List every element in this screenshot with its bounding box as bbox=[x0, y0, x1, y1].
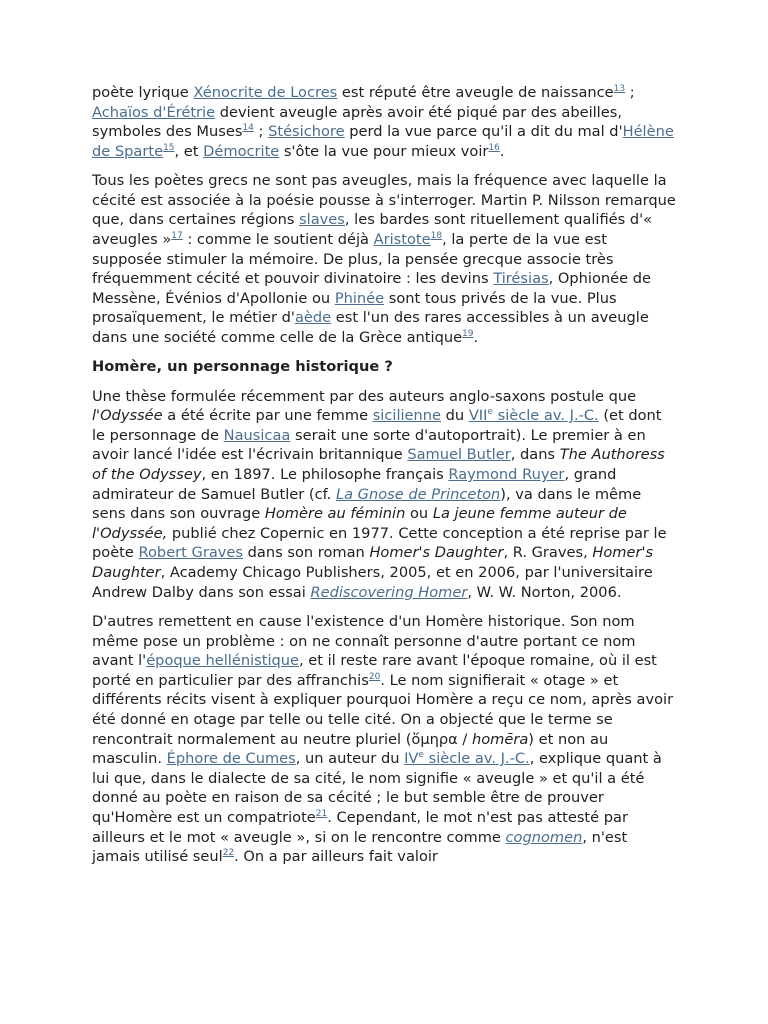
italic-title: La jeune femme auteur de l'Odyssée, bbox=[92, 505, 627, 542]
text: (et dont le personnage de bbox=[92, 407, 662, 444]
text: , R. Graves, bbox=[503, 544, 593, 562]
footnote-15[interactable] bbox=[163, 143, 174, 153]
footnote-link-14[interactable]: 14 bbox=[242, 123, 254, 134]
text: , Academy Chicago Publishers, 2005, et en 2006, par l'universitaire Andrew Dalby dans son essai bbox=[92, 564, 653, 601]
link-text: siècle av. J.-C. bbox=[423, 750, 530, 768]
italic-title: The Authoress of the Odyssey bbox=[92, 446, 665, 484]
article-body bbox=[92, 83, 678, 877]
link-nausicaa[interactable]: Nausicaa bbox=[223, 426, 291, 444]
text: , grand admirateur de Samuel Butler (cf. bbox=[92, 466, 617, 503]
text: , n'est jamais utilisé seul bbox=[92, 828, 628, 866]
footnote-link-22[interactable]: 22 bbox=[222, 848, 235, 859]
text: ; bbox=[253, 123, 269, 141]
text: s'ôte la vue pour mieux voir bbox=[279, 142, 489, 160]
text: ) et non au masculin. bbox=[92, 730, 609, 768]
text: D'autres remettent en cause l'existence d'un Homère historique. Son nom même pose un problème : on ne connaît personne d'autre portant ce nom avant l' bbox=[92, 613, 636, 670]
footnote-link-21[interactable]: 21 bbox=[315, 808, 328, 819]
footnote-18[interactable] bbox=[431, 231, 442, 241]
footnote-17[interactable] bbox=[171, 231, 182, 241]
text: ), va dans le même sens dans son ouvrage bbox=[92, 485, 642, 523]
footnote-link-17[interactable]: 17 bbox=[171, 230, 183, 241]
link-phinee[interactable]: Phinée bbox=[334, 289, 385, 307]
text: , et il reste rare avant l'époque romaine, où il est porté en particulier par des affranchis bbox=[92, 652, 657, 689]
text: devient aveugle après avoir été piqué par des abeilles, symboles des Muses bbox=[92, 103, 622, 141]
italic-title: Homer's Daughter bbox=[92, 544, 654, 582]
link-slaves[interactable]: slaves bbox=[299, 211, 345, 229]
link-achaios-deretrie[interactable]: Achaïos d'Érétrie bbox=[92, 103, 216, 121]
text: , la perte de la vue est supposée stimuler la mémoire. De plus, la pensée grecque associe très fréquemment cécité et pouvoir divinatoire : les devins bbox=[92, 230, 614, 288]
text: perd la vue parce qu'il a dit du mal d' bbox=[344, 123, 623, 141]
paragraph-female-author-thesis bbox=[92, 387, 678, 603]
section-heading: Homère, un personnage historique ? bbox=[92, 358, 393, 376]
link-viie-siecle[interactable] bbox=[469, 407, 599, 424]
link-democrite[interactable]: Démocrite bbox=[203, 142, 280, 160]
footnote-16[interactable] bbox=[488, 143, 499, 153]
text: ; bbox=[625, 84, 635, 101]
text: , W. W. Norton, 2006. bbox=[467, 583, 622, 601]
italic-title: Homère au féminin bbox=[264, 505, 406, 523]
paragraph-blindness-poetry bbox=[92, 171, 678, 347]
footnote-21[interactable] bbox=[316, 809, 327, 819]
link-rediscovering-homer[interactable] bbox=[310, 584, 467, 601]
text: ou bbox=[405, 505, 433, 523]
footnote-19[interactable] bbox=[462, 329, 473, 339]
superscript: e bbox=[487, 407, 493, 418]
link-aristote[interactable]: Aristote bbox=[373, 230, 431, 248]
link-helene-de-sparte[interactable]: Hélène de Sparte bbox=[92, 123, 674, 160]
text: . bbox=[499, 142, 505, 160]
text: , dans bbox=[510, 446, 560, 464]
text: . On a par ailleurs fait valoir bbox=[234, 848, 438, 866]
link-la-gnose-de-princeton[interactable] bbox=[336, 486, 500, 503]
link-robert-graves[interactable]: Robert Graves bbox=[138, 544, 244, 562]
text: serait une sorte d'autoportrait). Le premier à en avoir lancé l'idée est l'écrivain britannique bbox=[92, 426, 646, 464]
text: est réputé être aveugle de naissance bbox=[337, 84, 614, 101]
text: , explique quant à lui que, dans le dialecte de sa cité, le nom signifie « aveugle » et qu'il a été donné au poète en raison de sa cécité ; le but semble être de prouver qu'Homère est un compatriote bbox=[92, 750, 662, 826]
italic-word: homēra bbox=[471, 730, 529, 748]
text: : comme le soutient déjà bbox=[182, 230, 374, 248]
text: est l'un des rares accessibles à un aveugle dans une société comme celle de la Grèce antique bbox=[92, 309, 649, 346]
text: a été écrite par une femme bbox=[162, 407, 373, 425]
link-samuel-butler[interactable]: Samuel Butler bbox=[407, 446, 511, 464]
text: publié chez Copernic en 1977. Cette conception a été reprise par le poète bbox=[92, 524, 667, 562]
text: dans son roman bbox=[243, 544, 370, 562]
footnote-link-18[interactable]: 18 bbox=[430, 230, 443, 241]
link-text: IV bbox=[404, 750, 419, 768]
italic-title: Homer's Daughter bbox=[369, 544, 504, 562]
footnote-link-19[interactable]: 19 bbox=[462, 328, 474, 339]
link-text: Rediscovering Homer bbox=[310, 583, 468, 601]
italic-title: l'Odyssée bbox=[92, 407, 163, 425]
link-text: VII bbox=[468, 407, 488, 425]
footnote-link-16[interactable]: 16 bbox=[488, 142, 500, 153]
text: poète lyrique bbox=[92, 84, 194, 101]
text: Une thèse formulée récemment par des auteurs anglo-saxons postule que bbox=[92, 387, 637, 405]
superscript: e bbox=[418, 750, 424, 761]
text: , et bbox=[174, 142, 204, 160]
text: . Le nom signifierait « otage » et différents récits visent à expliquer pourquoi Homère a reçu ce nom, après avoir été donné en otage par telle ou telle cité. On a objecté que le terme se rencontrait normalement au neutre pluriel (ὅμηρα / bbox=[92, 671, 674, 748]
footnote-link-13[interactable]: 13 bbox=[613, 84, 626, 94]
text: sont tous privés de la vue. Plus prosaïquement, le métier d' bbox=[92, 289, 617, 327]
link-raymond-ruyer[interactable]: Raymond Ruyer bbox=[448, 466, 565, 484]
link-cognomen[interactable] bbox=[506, 829, 583, 846]
link-epoque-hellenistique[interactable]: époque hellénistique bbox=[146, 652, 299, 670]
text: , les bardes sont rituellement qualifiés d'« aveugles » bbox=[92, 211, 653, 248]
footnote-13[interactable] bbox=[614, 84, 625, 94]
text: Tous les poètes grecs ne sont pas aveugles, mais la fréquence avec laquelle la cécité est associée à la poésie pousse à s'interroger. Martin P. Nilsson remarque que, dans certaines régions bbox=[92, 172, 676, 229]
link-ive-siecle[interactable] bbox=[404, 750, 530, 767]
footnote-14[interactable] bbox=[242, 123, 253, 133]
text: , Ophionée de Messène, Événios d'Apollonie ou bbox=[92, 270, 651, 307]
footnote-link-15[interactable]: 15 bbox=[163, 142, 175, 153]
link-ephore-de-cumes[interactable]: Éphore de Cumes bbox=[166, 750, 296, 768]
footnote-20[interactable] bbox=[369, 672, 380, 682]
paragraph-blind-poets bbox=[92, 83, 678, 161]
text: . bbox=[473, 328, 479, 346]
link-stesichore[interactable]: Stésichore bbox=[268, 123, 345, 141]
footnote-link-20[interactable]: 20 bbox=[368, 671, 381, 682]
link-tiresias[interactable]: Tirésias bbox=[493, 270, 549, 288]
link-text: La Gnose de Princeton bbox=[335, 485, 501, 503]
link-xenocrite-de-locres[interactable]: Xénocrite de Locres bbox=[193, 84, 338, 101]
link-aede[interactable]: aède bbox=[294, 309, 332, 327]
text: , un auteur du bbox=[295, 750, 405, 768]
text: . Cependant, le mot n'est pas attesté par ailleurs et le mot « aveugle », si on le rencontre comme bbox=[92, 808, 628, 846]
paragraph-historical-homer bbox=[92, 612, 678, 867]
link-text: siècle av. J.-C. bbox=[492, 407, 599, 425]
link-text: cognomen bbox=[505, 828, 583, 846]
link-sicilienne[interactable]: sicilienne bbox=[372, 407, 442, 425]
text: , en 1897. Le philosophe français bbox=[201, 466, 449, 484]
footnote-22[interactable] bbox=[223, 848, 234, 858]
text: du bbox=[441, 407, 469, 425]
